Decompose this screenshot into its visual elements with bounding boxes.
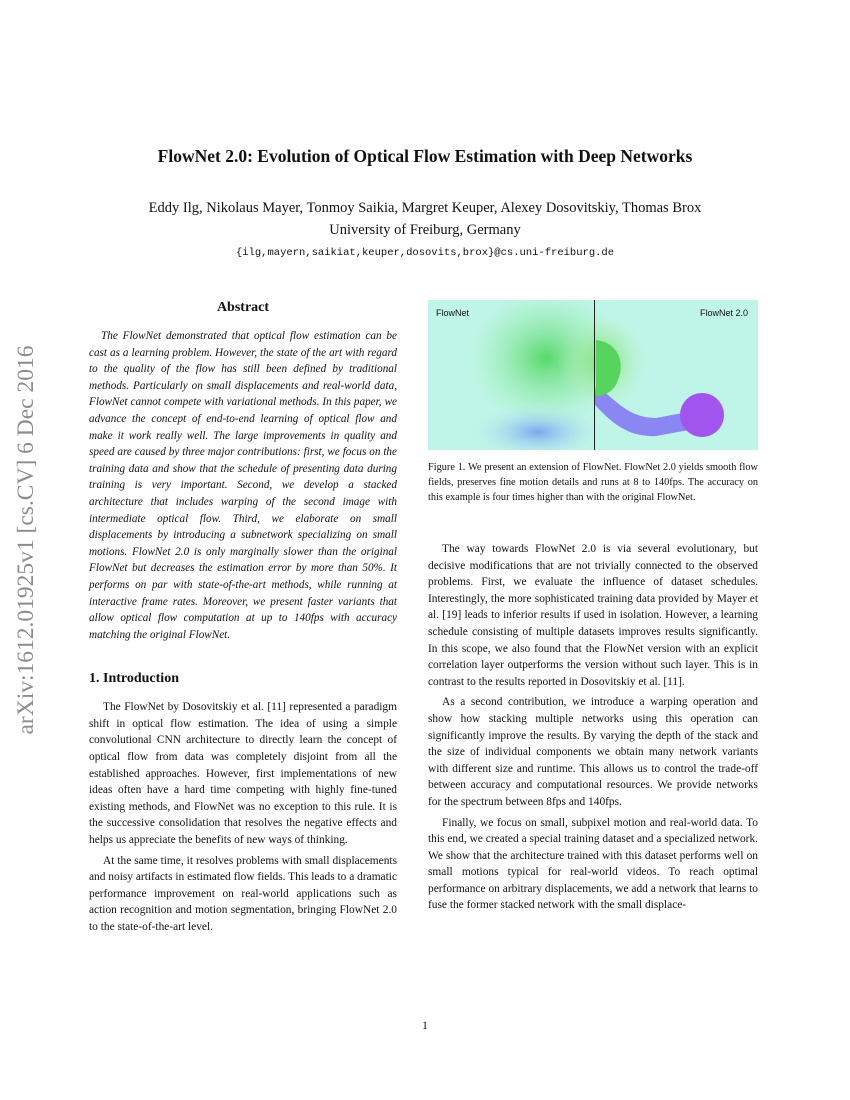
flow-field-visualization: [428, 300, 758, 450]
abstract-text: The FlowNet demonstrated that optical flow estimation can be cast as a learning problem. However, the state of the art with regard to the quality of the flow has still been defined by traditional methods. Particularly on small displacements and real-world data, FlowNet cannot compete with variational methods. In this paper, we advance the concept of end-to-end learning of optical flow and make it work really well. The large improvements in quality and speed are caused by three major contributions: first, we focus on the training data and show that the schedule of presenting data during training is very important. Second, we develop a stacked architecture that includes warping of the second image with intermediate optical flow. Third, we elaborate on small displacements by introducing a subnetwork specializing on small motions. FlowNet 2.0 is only marginally slower than the original FlowNet but decreases the estimation error by more than 50%. It performs on par with state-of-the-art methods, while running at interactive frame rates. Moreover, we present faster variants that allow optical flow computation at up to 140fps with accuracy matching the original FlowNet.: [89, 330, 397, 641]
affiliation: University of Freiburg, Germany: [329, 222, 521, 238]
intro-paragraph: At the same time, it resolves problems with small displacements and noisy artifacts in estimated flow fields. This leads to a dramatic performance improvement on real-world applications such as action recognition and motion segmentation, bringing FlowNet 2.0 to the state-of-the-art level.: [89, 854, 397, 933]
right-column: [428, 300, 758, 918]
arxiv-stamp-text: arXiv:1612.01925v1 [cs.CV] 6 Dec 2016: [13, 345, 39, 735]
figure-divider: [594, 300, 595, 450]
intro-paragraph: The FlowNet by Dosovitskiy et al. [11] represented a paradigm shift in optical flow estimation. The idea of using a simple convolutional CNN architecture to directly learn the concept of optical flow from data was completely disjoint from all the established approaches. However, first implementations of new ideas often have a hard time competing with highly fine-tuned existing methods, and FlowNet was no exception to this rule. It is the successive consolidation that resolves the negative effects and helps us appreciate the benefits of new ways of thinking.: [89, 701, 397, 847]
figure-caption: Figure 1. We present an extension of FlowNet. FlowNet 2.0 yields smooth flow fields, preserves fine motion details and runs at 8 to 140fps. The accuracy on this example is four times higher than with the original FlowNet.: [428, 462, 758, 503]
abstract-heading: Abstract: [216, 300, 270, 315]
author-emails: {ilg,mayern,saikiat,keuper,dosovits,brox}@cs.uni-freiburg.de: [235, 247, 615, 259]
left-column: [89, 300, 397, 940]
author-list: Eddy Ilg, Nikolaus Mayer, Tonmoy Saikia, Margret Keuper, Alexey Dosovitskiy, Thomas Brox: [148, 200, 702, 216]
body-paragraph: As a second contribution, we introduce a warping operation and show how stacking multiple networks using this operation can significantly improve the results. By varying the depth of the stack and the size of individual components we obtain many network variants with different size and runtime. This allows us to control the trade-off between accuracy and computational resources. We provide networks for the spectrum between 8fps and 140fps.: [428, 696, 758, 808]
body-paragraph: Finally, we focus on small, subpixel motion and real-world data. To this end, we created a special training dataset and a specialized network. We show that the architecture trained with this dataset performs well on small motions typical for real-world videos. To reach optimal performance on arbitrary displacements, we add a network that learns to fuse the former stacked network with the small displace-: [428, 816, 758, 912]
figure-label-flownet: FlowNet: [436, 308, 470, 318]
figure-1-image: [428, 300, 758, 450]
body-paragraph: The way towards FlowNet 2.0 is via several evolutionary, but decisive modifications that are not trivially connected to the observed problems. First, we evaluate the influence of dataset schedules. Interestingly, the more sophisticated training data provided by Mayer et al. [19] leads to inferior results if used in isolation. However, a learning schedule consisting of multiple datasets improves results significantly. In this scope, we also found that the FlowNet version with an explicit correlation layer outperforms the version without such layer. This is in contrast to the results reported in Dosovitskiy et al. [11].: [428, 543, 758, 688]
introduction-heading: 1. Introduction: [89, 671, 179, 687]
paper-title: FlowNet 2.0: Evolution of Optical Flow Estimation with Deep Networks: [157, 146, 693, 166]
page-number: 1: [422, 1018, 428, 1032]
arxiv-stamp: [13, 300, 39, 780]
figure-label-flownet2: FlowNet 2.0: [699, 308, 748, 318]
